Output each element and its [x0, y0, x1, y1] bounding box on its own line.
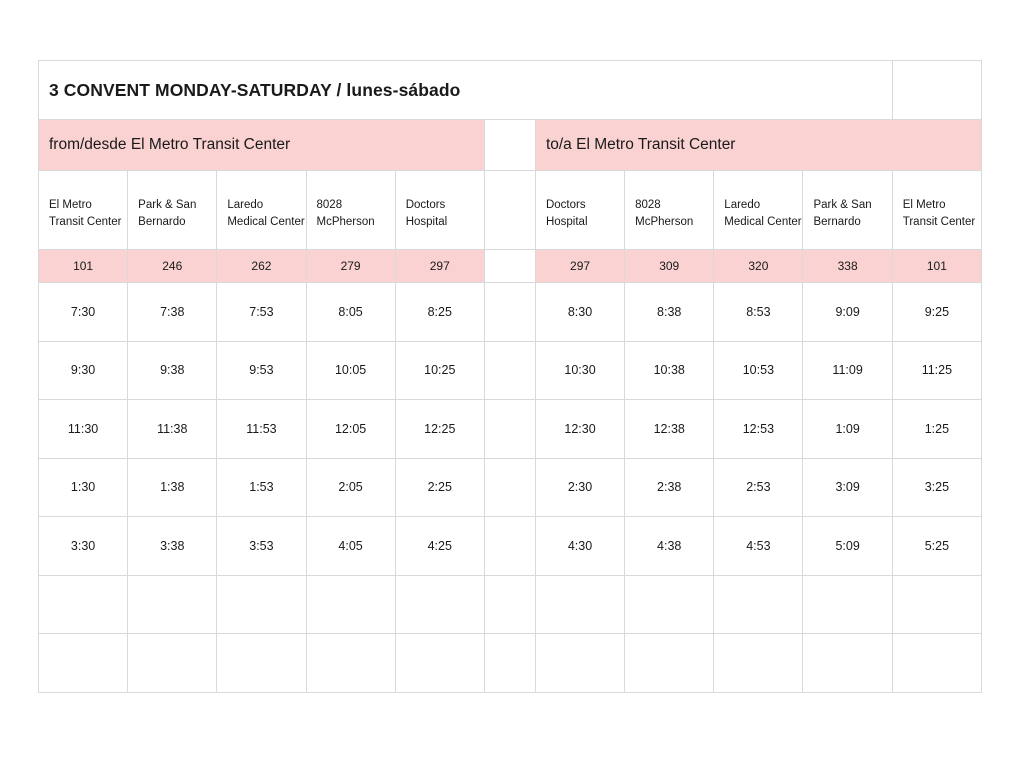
time-cell: 3:09 [803, 458, 892, 517]
time-cell [395, 634, 484, 693]
time-cell: 2:53 [714, 458, 803, 517]
stop-id-inbound-3: 320 [714, 250, 803, 283]
time-cell [306, 634, 395, 693]
time-cell: 9:25 [892, 283, 981, 342]
time-cell [803, 634, 892, 693]
time-cell: 8:38 [625, 283, 714, 342]
stop-header-gap [484, 171, 535, 250]
stop-id-row [39, 250, 982, 283]
time-cell: 10:25 [395, 341, 484, 400]
time-cell: 2:25 [395, 458, 484, 517]
stop-id-outbound-5: 297 [395, 250, 484, 283]
time-cell: 10:05 [306, 341, 395, 400]
time-cell: 1:53 [217, 458, 306, 517]
row-gap [484, 517, 535, 576]
table-row [39, 575, 982, 634]
row-gap [484, 341, 535, 400]
stop-header-inbound-5: El Metro Transit Center [892, 171, 981, 250]
time-cell: 5:09 [803, 517, 892, 576]
time-cell: 3:30 [39, 517, 128, 576]
title-row [39, 61, 982, 120]
stop-id-inbound-4: 338 [803, 250, 892, 283]
time-cell [892, 634, 981, 693]
time-cell: 8:53 [714, 283, 803, 342]
time-cell: 7:30 [39, 283, 128, 342]
time-cell: 8:30 [535, 283, 624, 342]
stop-header-outbound-1: El Metro Transit Center [39, 171, 128, 250]
time-cell [625, 575, 714, 634]
stop-header-row [39, 171, 982, 250]
banner-gap [484, 120, 535, 171]
time-cell [217, 575, 306, 634]
time-cell: 11:53 [217, 400, 306, 459]
table-row [39, 634, 982, 693]
stop-id-outbound-2: 246 [128, 250, 217, 283]
stop-header-outbound-3: Laredo Medical Center [217, 171, 306, 250]
stop-id-outbound-1: 101 [39, 250, 128, 283]
stop-header-inbound-2: 8028 McPherson [625, 171, 714, 250]
row-gap [484, 283, 535, 342]
table-row [39, 341, 982, 400]
stop-header-inbound-1: Doctors Hospital [535, 171, 624, 250]
time-cell [803, 575, 892, 634]
direction-banner-row [39, 120, 982, 171]
time-cell [714, 575, 803, 634]
banner-outbound: from/desde El Metro Transit Center [39, 120, 485, 171]
banner-inbound: to/a El Metro Transit Center [535, 120, 981, 171]
time-cell: 12:30 [535, 400, 624, 459]
time-cell: 12:25 [395, 400, 484, 459]
time-cell: 7:38 [128, 283, 217, 342]
page-title: 3 CONVENT MONDAY-SATURDAY / lunes-sábado [39, 61, 893, 120]
time-cell: 4:53 [714, 517, 803, 576]
time-cell: 4:30 [535, 517, 624, 576]
time-cell: 10:53 [714, 341, 803, 400]
stop-header-outbound-4: 8028 McPherson [306, 171, 395, 250]
stop-header-outbound-2: Park & San Bernardo [128, 171, 217, 250]
time-cell [39, 575, 128, 634]
time-cell: 1:25 [892, 400, 981, 459]
time-cell: 10:30 [535, 341, 624, 400]
time-cell: 5:25 [892, 517, 981, 576]
time-cell: 1:38 [128, 458, 217, 517]
stop-id-gap [484, 250, 535, 283]
bus-schedule-table [38, 60, 982, 693]
row-gap [484, 458, 535, 517]
time-cell: 2:05 [306, 458, 395, 517]
time-cell: 11:38 [128, 400, 217, 459]
time-cell: 11:25 [892, 341, 981, 400]
row-gap [484, 634, 535, 693]
time-cell: 4:05 [306, 517, 395, 576]
row-gap [484, 575, 535, 634]
stop-id-outbound-4: 279 [306, 250, 395, 283]
row-gap [484, 400, 535, 459]
time-cell: 7:53 [217, 283, 306, 342]
time-cell: 1:09 [803, 400, 892, 459]
time-cell: 9:53 [217, 341, 306, 400]
time-cell: 10:38 [625, 341, 714, 400]
time-cell: 2:38 [625, 458, 714, 517]
time-cell: 1:30 [39, 458, 128, 517]
time-cell [535, 575, 624, 634]
stop-id-inbound-1: 297 [535, 250, 624, 283]
time-cell [128, 575, 217, 634]
table-row [39, 283, 982, 342]
time-cell [128, 634, 217, 693]
time-cell: 12:05 [306, 400, 395, 459]
time-cell [306, 575, 395, 634]
stop-header-inbound-4: Park & San Bernardo [803, 171, 892, 250]
time-cell [217, 634, 306, 693]
time-cell: 11:09 [803, 341, 892, 400]
time-cell: 9:38 [128, 341, 217, 400]
time-cell [535, 634, 624, 693]
time-cell: 11:30 [39, 400, 128, 459]
stop-id-outbound-3: 262 [217, 250, 306, 283]
table-row [39, 458, 982, 517]
time-cell: 3:25 [892, 458, 981, 517]
stop-header-outbound-5: Doctors Hospital [395, 171, 484, 250]
schedule-table-container [38, 60, 982, 693]
stop-id-inbound-2: 309 [625, 250, 714, 283]
time-cell: 8:25 [395, 283, 484, 342]
time-cell: 3:53 [217, 517, 306, 576]
time-cell: 12:53 [714, 400, 803, 459]
time-cell: 9:30 [39, 341, 128, 400]
time-cell [625, 634, 714, 693]
stop-header-inbound-3: Laredo Medical Center [714, 171, 803, 250]
table-row [39, 517, 982, 576]
time-cell: 4:38 [625, 517, 714, 576]
time-cell: 9:09 [803, 283, 892, 342]
time-cell: 8:05 [306, 283, 395, 342]
time-cell: 3:38 [128, 517, 217, 576]
title-row-spacer [892, 61, 981, 120]
time-cell: 4:25 [395, 517, 484, 576]
time-cell [395, 575, 484, 634]
time-cell: 2:30 [535, 458, 624, 517]
time-cell: 12:38 [625, 400, 714, 459]
stop-id-inbound-5: 101 [892, 250, 981, 283]
table-row [39, 400, 982, 459]
time-cell [714, 634, 803, 693]
time-cell [892, 575, 981, 634]
time-cell [39, 634, 128, 693]
